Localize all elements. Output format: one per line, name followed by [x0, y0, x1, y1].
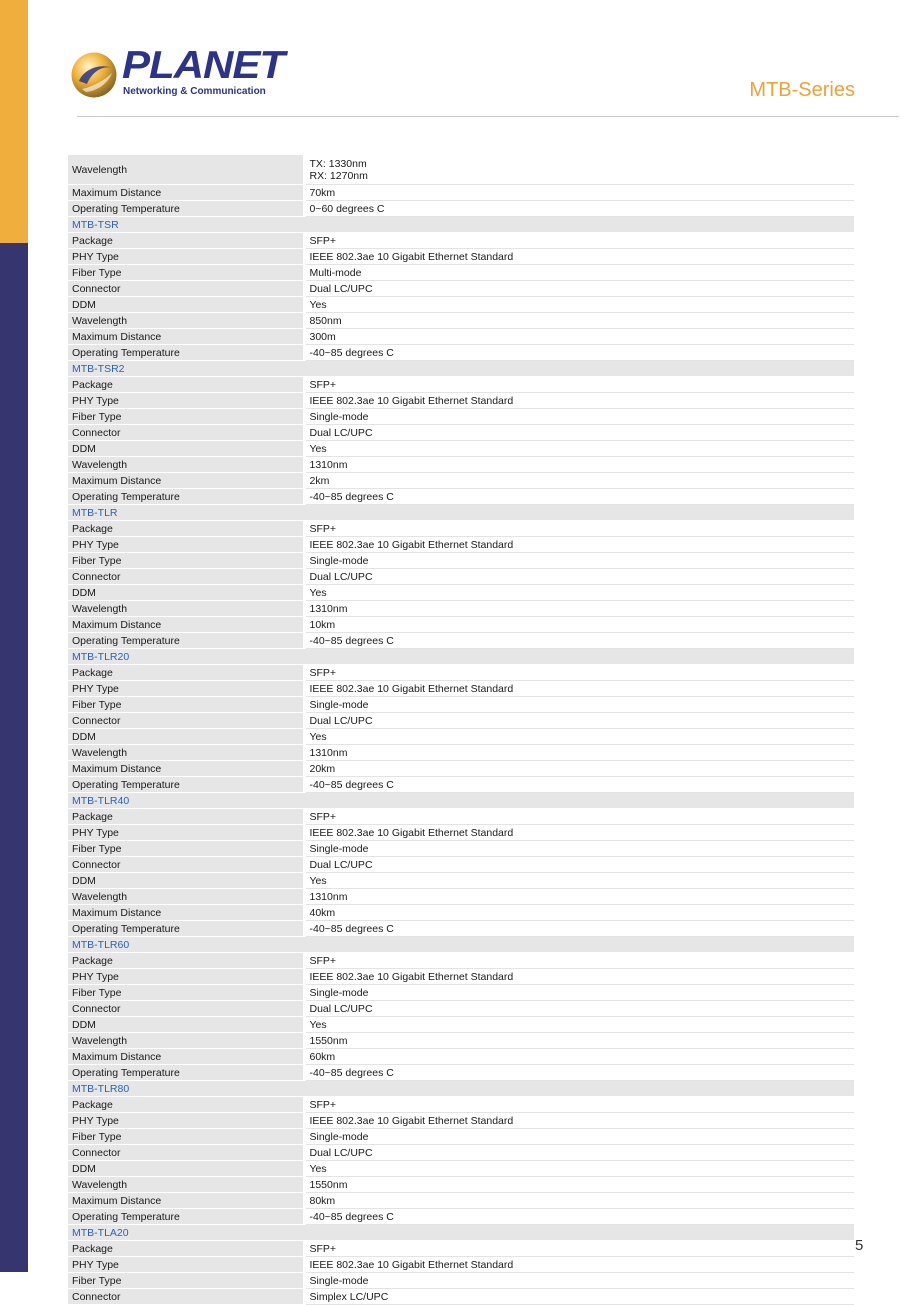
spec-label: Maximum Distance	[68, 185, 304, 201]
spec-label: PHY Type	[68, 1113, 304, 1129]
spec-value: Dual LC/UPC	[304, 857, 854, 873]
spec-row	[68, 633, 854, 649]
spec-row	[68, 521, 854, 537]
spec-row	[68, 761, 854, 777]
spec-value: -40~85 degrees C	[304, 921, 854, 937]
spec-row	[68, 155, 854, 185]
spec-row	[68, 569, 854, 585]
spec-row	[68, 489, 854, 505]
spec-label: Maximum Distance	[68, 473, 304, 489]
spec-value: Dual LC/UPC	[304, 713, 854, 729]
spec-value: Dual LC/UPC	[304, 569, 854, 585]
spec-label: PHY Type	[68, 969, 304, 985]
section-title: MTB-TLR80	[68, 1081, 854, 1097]
spec-row	[68, 1177, 854, 1193]
spec-row	[68, 281, 854, 297]
section-title: MTB-TLR40	[68, 793, 854, 809]
spec-row	[68, 1097, 854, 1113]
spec-value: 60km	[304, 1049, 854, 1065]
spec-value: IEEE 802.3ae 10 Gigabit Ethernet Standard	[304, 1113, 854, 1129]
spec-label: Operating Temperature	[68, 1209, 304, 1225]
spec-label: Wavelength	[68, 601, 304, 617]
spec-value: 40km	[304, 905, 854, 921]
spec-row	[68, 745, 854, 761]
spec-value: Yes	[304, 585, 854, 601]
spec-value: 2km	[304, 473, 854, 489]
spec-value: Multi-mode	[304, 265, 854, 281]
spec-value: -40~85 degrees C	[304, 1209, 854, 1225]
spec-value: Yes	[304, 729, 854, 745]
spec-label: Package	[68, 233, 304, 249]
spec-row	[68, 393, 854, 409]
spec-row	[68, 905, 854, 921]
spec-row	[68, 665, 854, 681]
spec-label: Maximum Distance	[68, 761, 304, 777]
section-header-row	[68, 793, 854, 809]
spec-value: Single-mode	[304, 1273, 854, 1289]
spec-value: 1550nm	[304, 1177, 854, 1193]
spec-value: SFP+	[304, 809, 854, 825]
spec-label: Wavelength	[68, 155, 304, 185]
spec-value: SFP+	[304, 665, 854, 681]
spec-value: IEEE 802.3ae 10 Gigabit Ethernet Standard	[304, 1257, 854, 1273]
section-header-row	[68, 1081, 854, 1097]
spec-value: IEEE 802.3ae 10 Gigabit Ethernet Standard	[304, 393, 854, 409]
spec-label: Fiber Type	[68, 841, 304, 857]
planet-logo	[70, 44, 284, 102]
spec-label: Maximum Distance	[68, 617, 304, 633]
spec-row	[68, 969, 854, 985]
spec-label: Fiber Type	[68, 409, 304, 425]
spec-value: -40~85 degrees C	[304, 1065, 854, 1081]
spec-label: Maximum Distance	[68, 1049, 304, 1065]
spec-value: Yes	[304, 873, 854, 889]
spec-row	[68, 953, 854, 969]
spec-row	[68, 1113, 854, 1129]
section-header-row	[68, 505, 854, 521]
spec-value: Dual LC/UPC	[304, 1145, 854, 1161]
section-header-row	[68, 361, 854, 377]
spec-label: Fiber Type	[68, 1129, 304, 1145]
section-header-row	[68, 937, 854, 953]
spec-label: Wavelength	[68, 457, 304, 473]
spec-value: SFP+	[304, 1097, 854, 1113]
spec-value: IEEE 802.3ae 10 Gigabit Ethernet Standard	[304, 537, 854, 553]
spec-value: -40~85 degrees C	[304, 777, 854, 793]
spec-label: Maximum Distance	[68, 1193, 304, 1209]
spec-label: Connector	[68, 281, 304, 297]
section-title: MTB-TLA20	[68, 1225, 854, 1241]
spec-label: Operating Temperature	[68, 633, 304, 649]
spec-row	[68, 889, 854, 905]
spec-value: Dual LC/UPC	[304, 281, 854, 297]
spec-row	[68, 873, 854, 889]
spec-value: 20km	[304, 761, 854, 777]
spec-value: 80km	[304, 1193, 854, 1209]
spec-label: Connector	[68, 569, 304, 585]
spec-label: Connector	[68, 1001, 304, 1017]
spec-row	[68, 1001, 854, 1017]
spec-label: Wavelength	[68, 1033, 304, 1049]
spec-row	[68, 457, 854, 473]
spec-label: Wavelength	[68, 745, 304, 761]
spec-row	[68, 985, 854, 1001]
spec-value: -40~85 degrees C	[304, 633, 854, 649]
spec-label: Fiber Type	[68, 1273, 304, 1289]
series-title: MTB-Series	[749, 79, 855, 101]
spec-value: Single-mode	[304, 409, 854, 425]
section-title: MTB-TSR	[68, 217, 854, 233]
spec-value: SFP+	[304, 233, 854, 249]
spec-row	[68, 1209, 854, 1225]
spec-value: Single-mode	[304, 985, 854, 1001]
spec-value: SFP+	[304, 521, 854, 537]
spec-label: Connector	[68, 857, 304, 873]
page-number: 5	[855, 1237, 864, 1254]
spec-label: Operating Temperature	[68, 1065, 304, 1081]
header-divider	[77, 116, 899, 117]
spec-value: 0~60 degrees C	[304, 201, 854, 217]
logo-tagline: Networking & Communication	[123, 86, 266, 97]
spec-value: 300m	[304, 329, 854, 345]
side-bar-navy	[0, 243, 28, 1272]
spec-row	[68, 1017, 854, 1033]
spec-label: Maximum Distance	[68, 905, 304, 921]
spec-value: 1310nm	[304, 745, 854, 761]
spec-value: Yes	[304, 1161, 854, 1177]
globe-icon	[70, 51, 118, 99]
spec-value: Single-mode	[304, 841, 854, 857]
spec-row	[68, 1273, 854, 1289]
spec-value: 1310nm	[304, 889, 854, 905]
spec-value: -40~85 degrees C	[304, 345, 854, 361]
spec-value: IEEE 802.3ae 10 Gigabit Ethernet Standard	[304, 969, 854, 985]
spec-row	[68, 201, 854, 217]
spec-label: Fiber Type	[68, 697, 304, 713]
section-header-row	[68, 217, 854, 233]
spec-label: Maximum Distance	[68, 329, 304, 345]
spec-label: Operating Temperature	[68, 345, 304, 361]
spec-row	[68, 1065, 854, 1081]
spec-value: IEEE 802.3ae 10 Gigabit Ethernet Standard	[304, 825, 854, 841]
spec-value: 10km	[304, 617, 854, 633]
spec-row	[68, 313, 854, 329]
spec-row	[68, 265, 854, 281]
spec-row	[68, 1257, 854, 1273]
spec-label: Connector	[68, 425, 304, 441]
spec-label: Package	[68, 809, 304, 825]
spec-table	[68, 155, 854, 1305]
spec-row	[68, 1145, 854, 1161]
spec-label: Fiber Type	[68, 265, 304, 281]
section-header-row	[68, 649, 854, 665]
spec-label: Package	[68, 665, 304, 681]
spec-value: 1310nm	[304, 457, 854, 473]
spec-row	[68, 601, 854, 617]
spec-row	[68, 697, 854, 713]
spec-row	[68, 729, 854, 745]
spec-value: 850nm	[304, 313, 854, 329]
spec-value: SFP+	[304, 1241, 854, 1257]
section-title: MTB-TSR2	[68, 361, 854, 377]
spec-value: Yes	[304, 1017, 854, 1033]
spec-row	[68, 681, 854, 697]
spec-row	[68, 825, 854, 841]
spec-row	[68, 1033, 854, 1049]
spec-row	[68, 1289, 854, 1305]
spec-row	[68, 329, 854, 345]
section-title: MTB-TLR	[68, 505, 854, 521]
spec-row	[68, 1129, 854, 1145]
spec-value: SFP+	[304, 377, 854, 393]
spec-row	[68, 777, 854, 793]
spec-label: Operating Temperature	[68, 777, 304, 793]
spec-row	[68, 585, 854, 601]
spec-row	[68, 409, 854, 425]
spec-value: Yes	[304, 297, 854, 313]
spec-value-line: TX: 1330nm	[309, 157, 367, 170]
spec-label: DDM	[68, 585, 304, 601]
spec-row	[68, 1161, 854, 1177]
spec-label: Package	[68, 1097, 304, 1113]
spec-row	[68, 297, 854, 313]
spec-label: Operating Temperature	[68, 921, 304, 937]
spec-value: Simplex LC/UPC	[304, 1289, 854, 1305]
spec-label: Fiber Type	[68, 553, 304, 569]
section-header-row	[68, 1225, 854, 1241]
spec-row	[68, 553, 854, 569]
spec-value-line: RX: 1270nm	[309, 169, 368, 182]
spec-row	[68, 185, 854, 201]
spec-row	[68, 809, 854, 825]
spec-label: Wavelength	[68, 1177, 304, 1193]
spec-value: IEEE 802.3ae 10 Gigabit Ethernet Standard	[304, 249, 854, 265]
spec-value: Dual LC/UPC	[304, 1001, 854, 1017]
spec-label: DDM	[68, 1017, 304, 1033]
spec-label: PHY Type	[68, 249, 304, 265]
spec-label: DDM	[68, 873, 304, 889]
spec-row	[68, 841, 854, 857]
spec-label: Operating Temperature	[68, 201, 304, 217]
spec-label: PHY Type	[68, 1257, 304, 1273]
spec-label: Connector	[68, 1289, 304, 1305]
spec-row	[68, 233, 854, 249]
spec-value: Single-mode	[304, 697, 854, 713]
spec-value: 1310nm	[304, 601, 854, 617]
spec-label: Fiber Type	[68, 985, 304, 1001]
spec-value: IEEE 802.3ae 10 Gigabit Ethernet Standard	[304, 681, 854, 697]
spec-value: Single-mode	[304, 1129, 854, 1145]
spec-label: Package	[68, 377, 304, 393]
section-title: MTB-TLR60	[68, 937, 854, 953]
spec-label: DDM	[68, 441, 304, 457]
spec-value: Dual LC/UPC	[304, 425, 854, 441]
spec-value: Yes	[304, 441, 854, 457]
spec-row	[68, 617, 854, 633]
spec-label: Wavelength	[68, 313, 304, 329]
spec-row	[68, 345, 854, 361]
spec-row	[68, 1049, 854, 1065]
spec-label: Connector	[68, 713, 304, 729]
spec-row	[68, 377, 854, 393]
spec-value: 1550nm	[304, 1033, 854, 1049]
spec-row	[68, 1193, 854, 1209]
logo-wordmark: PLANET	[122, 44, 284, 87]
spec-label: DDM	[68, 729, 304, 745]
spec-value	[304, 155, 854, 185]
spec-label: Connector	[68, 1145, 304, 1161]
spec-row	[68, 1241, 854, 1257]
spec-value: SFP+	[304, 953, 854, 969]
spec-row	[68, 441, 854, 457]
spec-row	[68, 425, 854, 441]
spec-label: DDM	[68, 297, 304, 313]
section-title: MTB-TLR20	[68, 649, 854, 665]
spec-label: Package	[68, 1241, 304, 1257]
spec-label: Package	[68, 953, 304, 969]
spec-row	[68, 473, 854, 489]
spec-label: PHY Type	[68, 825, 304, 841]
spec-label: Package	[68, 521, 304, 537]
spec-label: Operating Temperature	[68, 489, 304, 505]
spec-row	[68, 249, 854, 265]
spec-value: 70km	[304, 185, 854, 201]
spec-label: PHY Type	[68, 681, 304, 697]
spec-row	[68, 713, 854, 729]
spec-row	[68, 857, 854, 873]
spec-row	[68, 921, 854, 937]
spec-label: PHY Type	[68, 537, 304, 553]
side-bar-orange	[0, 0, 28, 243]
spec-row	[68, 537, 854, 553]
spec-value: Single-mode	[304, 553, 854, 569]
spec-label: DDM	[68, 1161, 304, 1177]
spec-label: Wavelength	[68, 889, 304, 905]
spec-label: PHY Type	[68, 393, 304, 409]
spec-value: -40~85 degrees C	[304, 489, 854, 505]
